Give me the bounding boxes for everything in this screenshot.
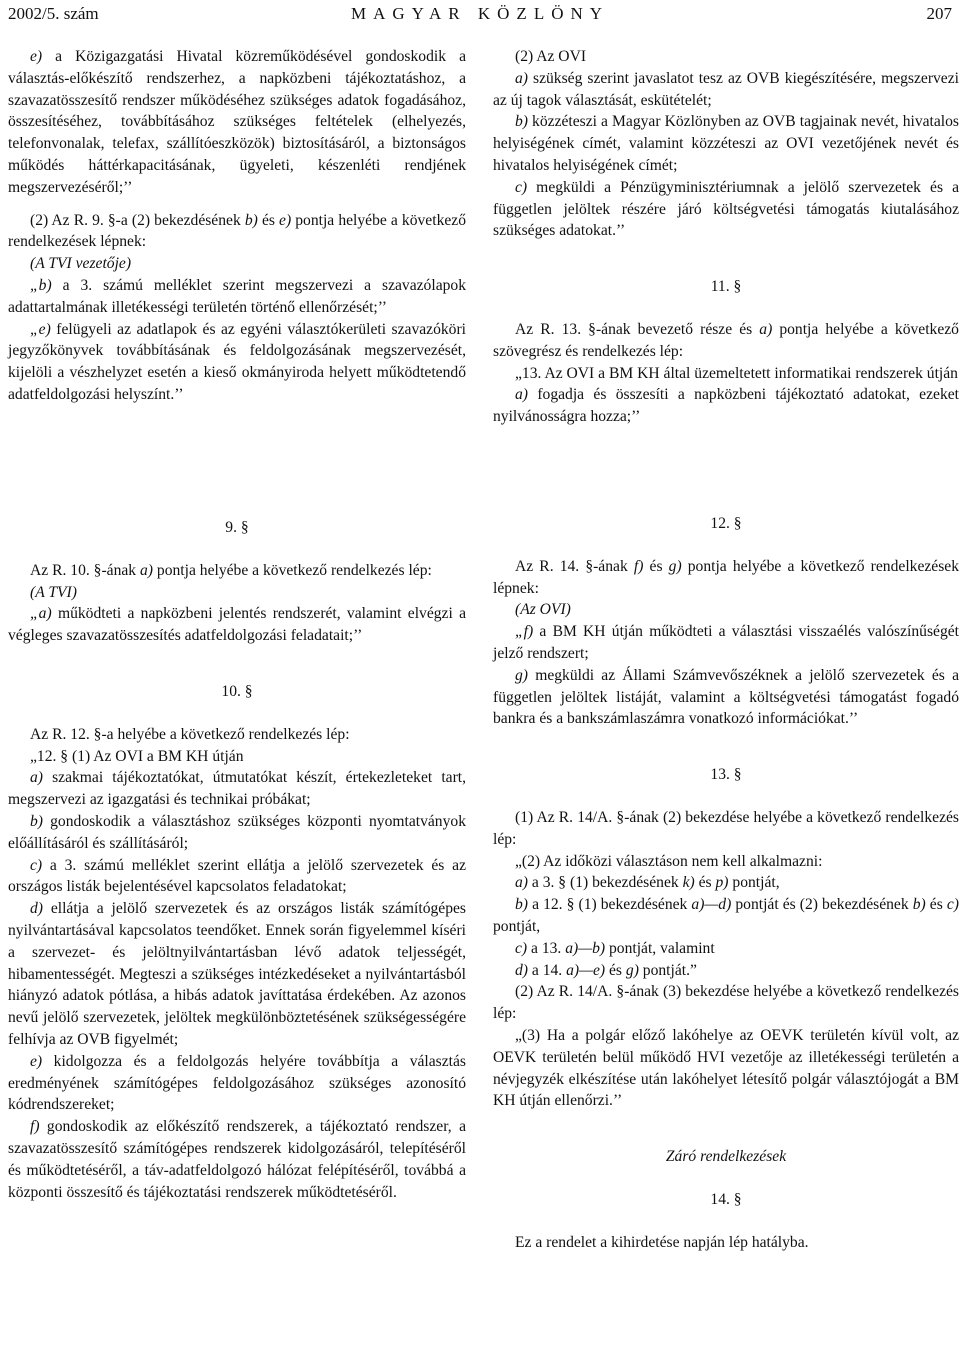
paragraph: c) a 3. számú melléklet szerint ellátja a jelölő szervezetek és az országos listák bejelentésével kapcsolatos feladatokat; — [8, 856, 466, 896]
paragraph: e) kidolgozza és a feldolgozás helyére továbbítja a választás eredményének számítógépes feldolgozásához szükséges azonosító kódrendszereket; — [8, 1052, 466, 1114]
paragraph: g) megküldi az Állami Számvevőszéknek a jelölő szervezetek és a független jelöltek listáját, valamint a költségvetési támogatást fogadó bankra és a bankszámlaszámra vonatkozó információkat.’’ — [493, 666, 959, 728]
paragraph: (2) Az R. 14/A. §-ának (3) bekezdése helyébe a következő rendelkezés lép: — [493, 983, 959, 1023]
paragraph: c) a 13. a)—b) pontját, valamint — [515, 939, 715, 957]
paragraph: (Az OVI) — [515, 601, 571, 619]
column-top-right — [493, 46, 959, 428]
publication-title: MAGYAR KÖZLÖNY — [350, 4, 610, 23]
paragraph: Az R. 14. §-ának f) és g) pontja helyébe a következő rendelkezések lépnek: — [493, 557, 959, 597]
paragraph: „b) a 3. számú melléklet szerint megszervezi a szavazólapok adattartalmának illetékességi területén történő ellenőrzését;’’ — [8, 276, 466, 316]
paragraph: d) a 14. a)—e) és g) pontját.” — [515, 961, 697, 979]
section-heading: 14. § — [710, 1190, 742, 1208]
paragraph: b) gondoskodik a választáshoz szükséges központi nyomtatványok előállításáról és szállításáról; — [8, 812, 466, 852]
paragraph: Az R. 10. §-ának a) pontja helyébe a következő rendelkezés lép: — [30, 561, 432, 579]
paragraph: a) szükség szerint javaslatot tesz az OVB kiegészítésére, megszervezi az új tagok választását, eskütételét; — [493, 69, 959, 109]
paragraph: a) szakmai tájékoztatókat, útmutatókat készít, értekezleteket tart, megszervezi az igazgatási és technikai próbákat; — [8, 769, 466, 809]
paragraph: (A TVI vezetője) — [30, 255, 132, 273]
paragraph: b) közzéteszi a Magyar Közlönyben az OVB tagjainak nevét, hivatalos helyiségének címét, valamint közzéteszi az OVI vezetőjének nevét és hivatalos helyiségének címét; — [493, 113, 959, 174]
issue-number: 2002/5. szám — [8, 4, 99, 23]
section-heading: 10. § — [221, 682, 253, 700]
paragraph: a) fogadja és összesíti a napközbeni tájékoztató adatokat, ezeket nyilvánosságra hozza;’’ — [493, 386, 959, 426]
section-heading: 13. § — [710, 766, 742, 784]
paragraph: (2) Az OVI — [515, 48, 587, 65]
paragraph: „(2) Az időközi választáson nem kell alkalmazni: — [515, 852, 823, 870]
paragraph: „f) a BM KH útján működteti a választási visszaélés valószínűségét jelző rendszert; — [493, 623, 959, 662]
section-heading: 11. § — [710, 278, 742, 296]
column-top-left — [8, 46, 466, 406]
paragraph: Ez a rendelet a kihirdetése napján lép hatályba. — [515, 1233, 809, 1251]
section-subheading: Záró rendelkezések — [665, 1148, 787, 1166]
paragraph: c) megküldi a Pénzügyminisztériumnak a jelölő szervezetek és a független jelöltek részére járó költségvetési támogatás kiutalásához szükséges adatokat.’’ — [493, 178, 959, 240]
paragraph: e) a Közigazgatási Hivatal közreműködésével gondoskodik a választás-előkészítő rendszerhez, a napközbeni tájékoztatáshoz, a szavazatösszesítő rendszer működéséhez szükséges adatok fogadásához, összesítéséhez, továbbításához szükséges feltételek (elhelyezés, telefonvonalak, telefax, szállítóeszközök) biztosításáról, a biztonságos működés háttérkapacitásának, ügyeleti, készenléti rendjének megszervezéséről;’’ — [8, 48, 466, 196]
paragraph: (1) Az R. 14/A. §-ának (2) bekezdése helyébe a következő rendelkezés lép: — [493, 808, 959, 848]
paragraph: „a) működteti a napközbeni jelentés rendszerét, valamint elvégzi a végleges szavazatösszesítés adatfeldolgozási feladatait;’’ — [8, 605, 466, 645]
paragraph: „13. Az OVI a BM KH által üzemeltetett informatikai rendszerek útján — [515, 364, 958, 382]
section-heading: 9. § — [225, 519, 249, 536]
paragraph: (A TVI) — [30, 583, 77, 601]
paragraph: (2) Az R. 9. §-a (2) bekezdésének b) és e) pontja helyébe a következő rendelkezések lépnek: — [8, 211, 466, 251]
column-bottom-left — [8, 517, 466, 1203]
paragraph: f) gondoskodik az előkészítő rendszerek, a tájékoztató rendszer, a szavazatösszesítő számítógépes rendszerek kidolgozásáról, telepítéséről és működtetéséről, a táv-adatfeldolgozó hálózat felépítéséről, továbbá a központi összesítő és tájékoztatási rendszerek működtetéséről. — [8, 1118, 466, 1201]
paragraph: b) a 12. § (1) bekezdésének a)—d) pontját és (2) bekezdésének b) és c) pontját, — [493, 896, 959, 935]
paragraph: a) a 3. § (1) bekezdésének k) és p) pontját, — [515, 874, 780, 892]
paragraph: Az R. 12. §-a helyébe a következő rendelkezés lép: — [30, 725, 350, 743]
page-number: 207 — [926, 4, 952, 23]
section-heading: 12. § — [710, 515, 742, 532]
page-header — [8, 2, 952, 26]
paragraph: „12. § (1) Az OVI a BM KH útján — [30, 747, 244, 765]
paragraph: „(3) Ha a polgár előző lakóhelye az OEVK területén kívül volt, az OEVK területén belül működő HVI vezetője az illetékességi területén a névjegyzék elkészítése után lakóhelyet létesítő polgár választójogát a BM KH útján ellenőrzi.’’ — [493, 1026, 959, 1110]
paragraph: Az R. 13. §-ának bevezető része és a) pontja helyébe a következő szövegrész és rendelkezés lép: — [493, 320, 959, 360]
paragraph: „e) felügyeli az adatlapok és az egyéni választókerületi szavazóköri jegyzőkönyvek továbbításának és feldolgozásának megszervezését, kijelöli a vészhelyzet esetén a kieső okmányiroda helyett működtetendő adatfeldolgozási helyszínt.’’ — [8, 320, 466, 403]
column-bottom-right — [493, 513, 959, 1254]
paragraph: d) ellátja a jelölő szervezetek és az országos listák számítógépes nyilvántartásával kapcsolatos teendőket. Ennek során figyelemmel kíséri a szervezet- és jelöltnyilvántartásban lévő adatok teljességét, hibamentességét. Megteszi a szükséges intézkedéseket a nyilvántartásból hiányzó adatok pótlása, a hibás adatok javíttatása érdekében. Az azonos nevű jelölő szervezetek, jelöltek megkülönböztetésének szükségességére felhívja az OVB figyelmét; — [8, 900, 466, 1048]
